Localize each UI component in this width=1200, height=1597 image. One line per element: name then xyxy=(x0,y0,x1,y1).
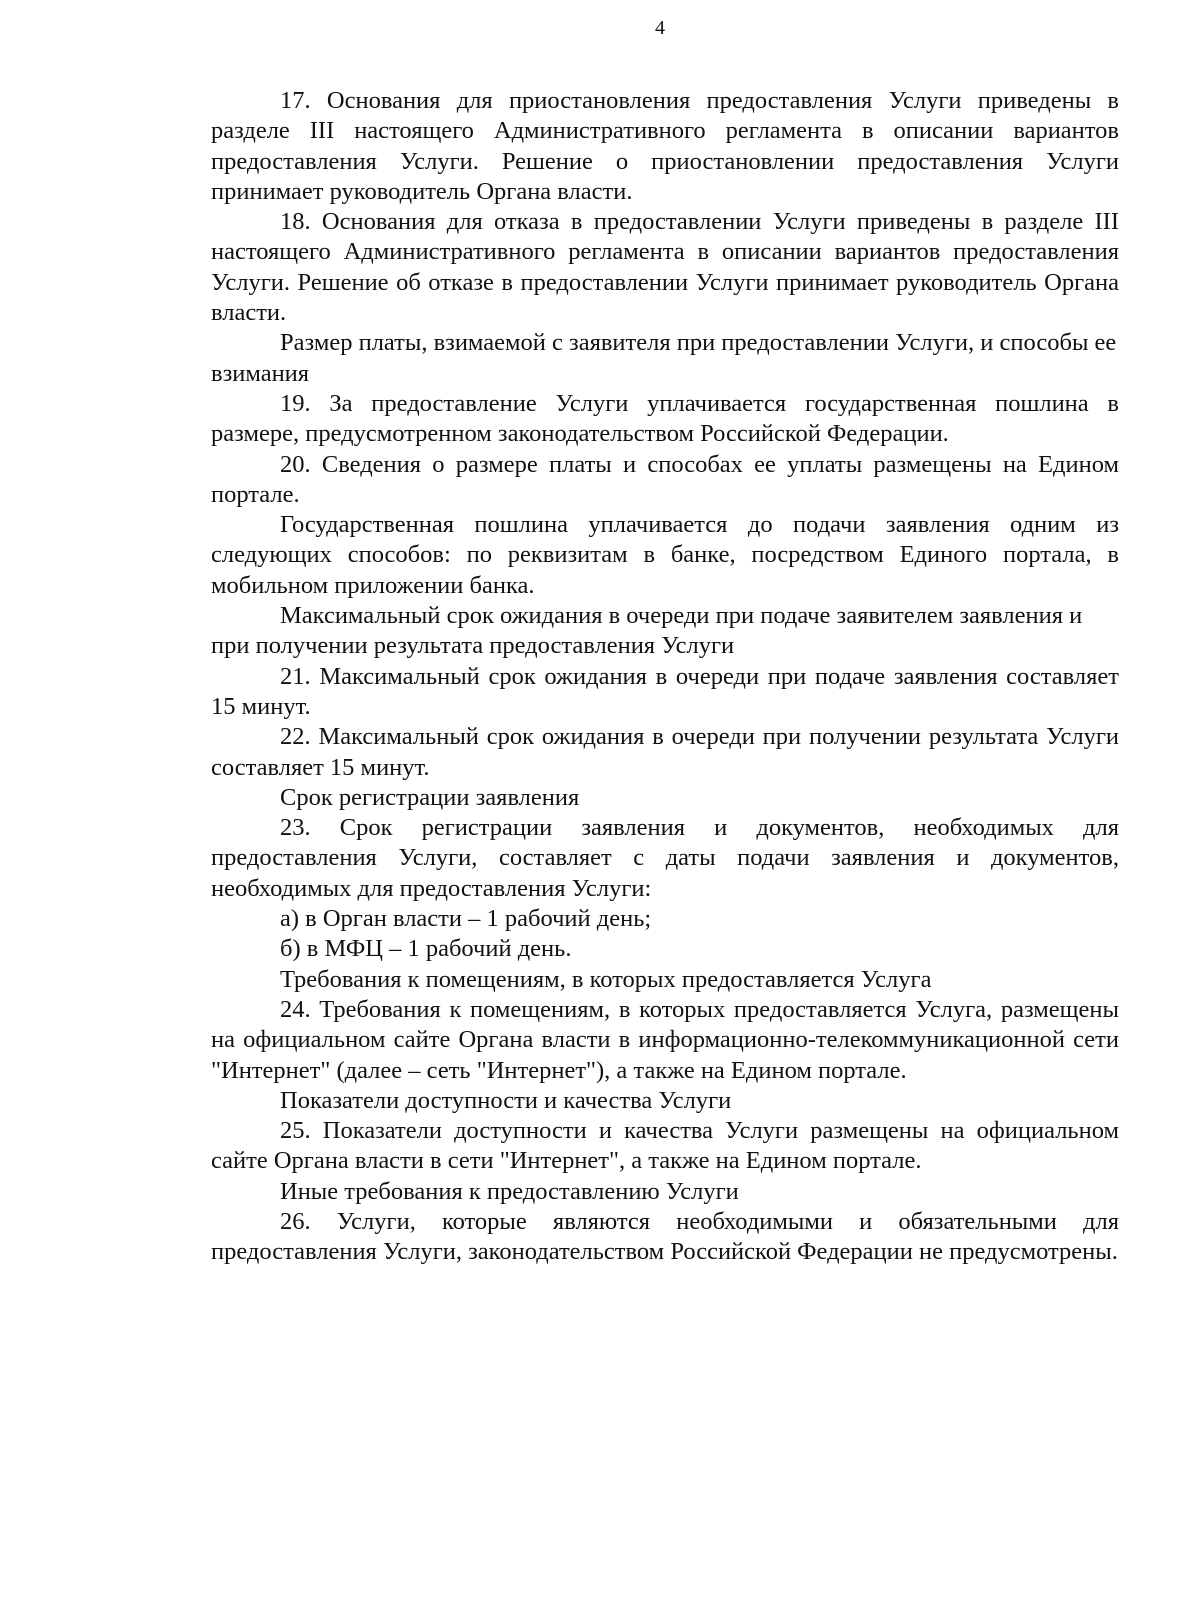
section-heading-queue: Максимальный срок ожидания в очереди при подаче заявителем заявления и при получении результата предоставления Услуги xyxy=(211,602,1083,660)
paragraph-20: 20. Сведения о размере платы и способах ее уплаты размещены на Едином портале. xyxy=(211,450,1119,508)
paragraph-21: 21. Максимальный срок ожидания в очереди при подаче заявления составляет 15 минут. xyxy=(211,662,1119,720)
paragraph-22: 22. Максимальный срок ожидания в очереди при получении результата Услуги составляет 15 минут. xyxy=(211,723,1119,781)
paragraph-17: 17. Основания для приостановления предоставления Услуги приведены в разделе III настоящего Административного регламента в описании вариантов предоставления Услуги. Решение о приостановлении предоставления Услуги принимает руководитель Органа власти. xyxy=(211,87,1119,205)
section-heading-registration: Срок регистрации заявления xyxy=(280,783,580,811)
page-number: 4 xyxy=(655,17,665,39)
document-body xyxy=(211,86,1119,1268)
list-item-b: б) в МФЦ – 1 рабочий день. xyxy=(280,935,572,963)
paragraph-25: 25. Показатели доступности и качества Услуги размещены на официальном сайте Органа власти в сети "Интернет", а также на Едином портале. xyxy=(211,1117,1119,1175)
section-heading-premises: Требования к помещениям, в которых предоставляется Услуга xyxy=(280,965,932,993)
paragraph-duty-payment: Государственная пошлина уплачивается до подачи заявления одним из следующих способов: по реквизитам в банке, посредством Единого портала, в мобильном приложении банка. xyxy=(211,511,1119,599)
list-item-a: а) в Орган власти – 1 рабочий день; xyxy=(280,905,652,933)
paragraph-23: 23. Срок регистрации заявления и документов, необходимых для предоставления Услуги, составляет с даты подачи заявления и документов, необходимых для предоставления Услуги: xyxy=(211,814,1119,902)
section-heading-other-requirements: Иные требования к предоставлению Услуги xyxy=(280,1177,739,1205)
paragraph-24: 24. Требования к помещениям, в которых предоставляется Услуга, размещены на официальном сайте Органа власти в информационно-телекоммуникационной сети "Интернет" (далее – сеть "Интернет"), а также на Едином портале. xyxy=(211,995,1119,1084)
paragraph-18: 18. Основания для отказа в предоставлении Услуги приведены в разделе III настоящего Административного регламента в описании вариантов предоставления Услуги. Решение об отказе в предоставлении Услуги принимает руководитель Органа власти. xyxy=(211,208,1119,327)
section-heading-fee: Размер платы, взимаемой с заявителя при предоставлении Услуги, и способы ее взимания xyxy=(211,329,1117,387)
paragraph-26: 26. Услуги, которые являются необходимыми и обязательными для предоставления Услуги, законодательством Российской Федерации не предусмотрены. xyxy=(211,1207,1119,1266)
section-heading-indicators: Показатели доступности и качества Услуги xyxy=(280,1086,732,1114)
paragraph-19: 19. За предоставление Услуги уплачивается государственная пошлина в размере, предусмотренном законодательством Российской Федерации. xyxy=(211,389,1119,448)
